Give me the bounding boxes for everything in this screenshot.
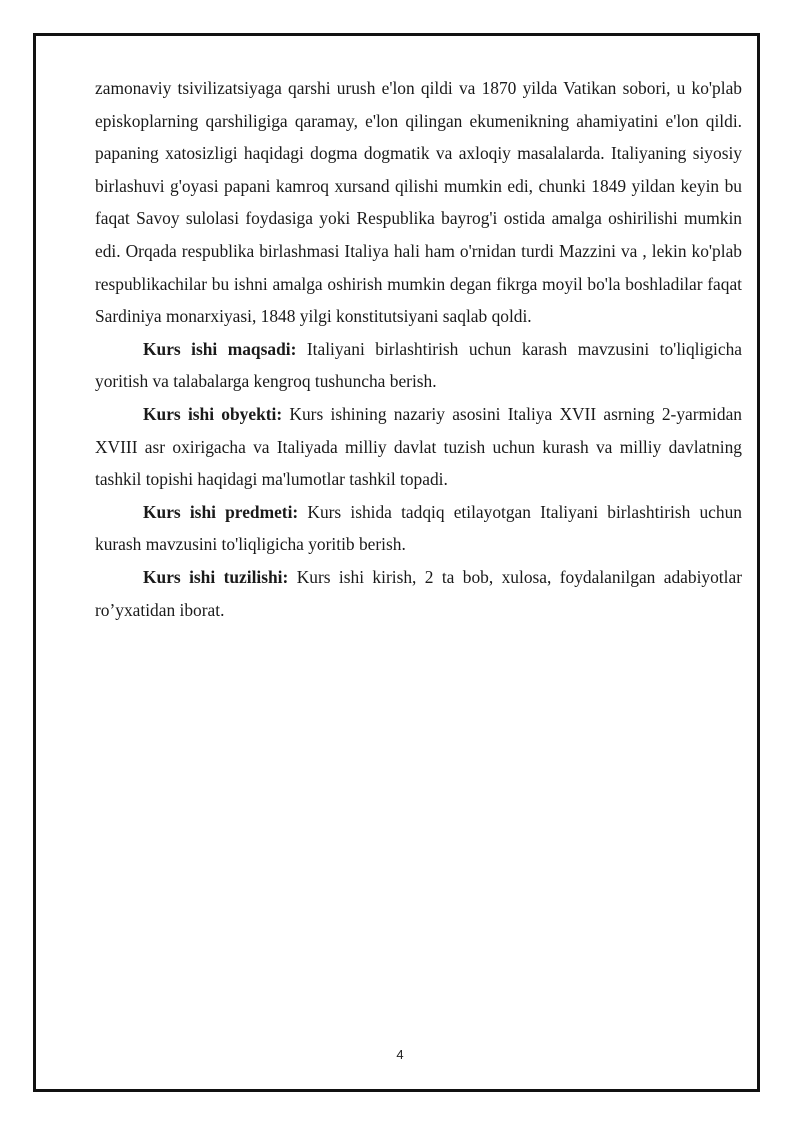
section-object bbox=[95, 398, 742, 496]
section-object-label: Kurs ishi obyekti: bbox=[143, 403, 283, 424]
section-subject bbox=[95, 496, 742, 561]
section-subject-text: Kurs ishida tadqiq etilayotgan Italiyani birlashtirish uchun kurash mavzusini to'liqligicha yoritib berish. bbox=[95, 501, 742, 555]
section-goal bbox=[95, 333, 742, 398]
section-object-text: Kurs ishining nazariy asosini Italiya XVII asrning 2-yarmidan XVIII asr oxirigacha va Italiyada milliy davlat tuzish uchun kurash va milliy davlatning tashkil topishi haqidagi ma'lumotlar tashkil topadi. bbox=[95, 403, 743, 490]
section-goal-label: Kurs ishi maqsadi: bbox=[143, 338, 297, 359]
section-subject-label: Kurs ishi predmeti: bbox=[143, 501, 299, 522]
document-body bbox=[95, 72, 742, 626]
intro-paragraph: zamonaviy tsivilizatsiyaga qarshi urush e'lon qildi va 1870 yilda Vatikan sobori, u ko'plab episkoplarning qarshiligiga qaramay, e'lon qilingan ekumenikning ahamiyatini e'lon qildi. papaning xatosizligi haqidagi dogma dogmatik va axloqiy masalalarda. Italiyaning siyosiy birlashuvi g'oyasi papani kamroq xursand qilishi mumkin edi, chunki 1849 yildan keyin bu faqat Savoy sulolasi foydasiga yoki Respublika bayrog'i ostida amalga oshirilishi mumkin edi. Orqada respublika birlashmasi Italiya hali ham o'rnidan turdi Mazzini va , lekin ko'plab respublikachilar bu ishni amalga oshirish mumkin degan fikrga moyil bo'la boshladilar faqat Sardiniya monarxiyasi, 1848 yilgi konstitutsiyani saqlab qoldi. bbox=[95, 78, 742, 327]
section-goal-text: Italiyani birlashtirish uchun karash mavzusini to'liqligicha yoritish va talabalarga kengroq tushuncha berish. bbox=[95, 338, 742, 392]
section-structure-text: Kurs ishi kirish, 2 ta bob, xulosa, foydalanilgan adabiyotlar ro’yxatidan iborat. bbox=[95, 566, 742, 620]
section-structure-label: Kurs ishi tuzilishi: bbox=[143, 566, 289, 587]
section-structure bbox=[95, 561, 742, 626]
page-number: 4 bbox=[396, 1047, 404, 1062]
